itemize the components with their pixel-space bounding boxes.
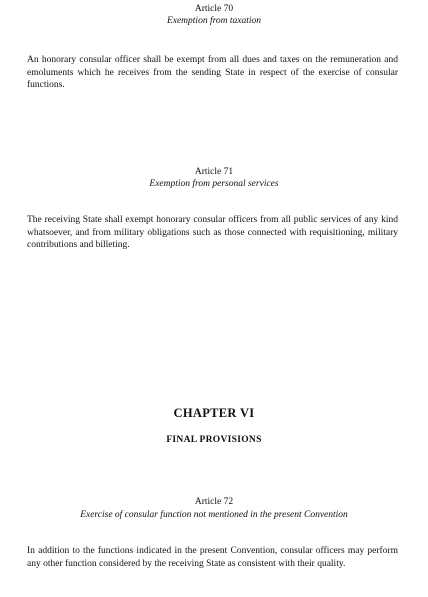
article-text: The receiving State shall exempt honorary consular officers from all public services of any kind whatsoever, and from military obligations such as those connected with requisitioning, military contributions and billeting.: [27, 215, 398, 250]
article-title: Exemption from taxation: [166, 16, 262, 26]
chapter-title: FINAL PROVISIONS: [166, 435, 262, 445]
article-text: An honorary consular officer shall be exempt from all dues and taxes on the remuneration and emoluments which he receives from the sending State in respect of the exercise of consular functions.: [27, 55, 398, 90]
article-number: Article 70: [194, 4, 234, 14]
article-number: Article 71: [194, 167, 234, 177]
article-number: Article 72: [194, 497, 234, 507]
article-title: Exemption from personal services: [149, 179, 279, 189]
chapter-heading: CHAPTER VI: [173, 406, 255, 420]
article-text: In addition to the functions indicated in the present Convention, consular officers may perform any other function considered by the receiving State as consistent with their quality.: [27, 546, 398, 569]
article-title: Exercise of consular function not mentioned in the present Convention: [80, 510, 348, 520]
